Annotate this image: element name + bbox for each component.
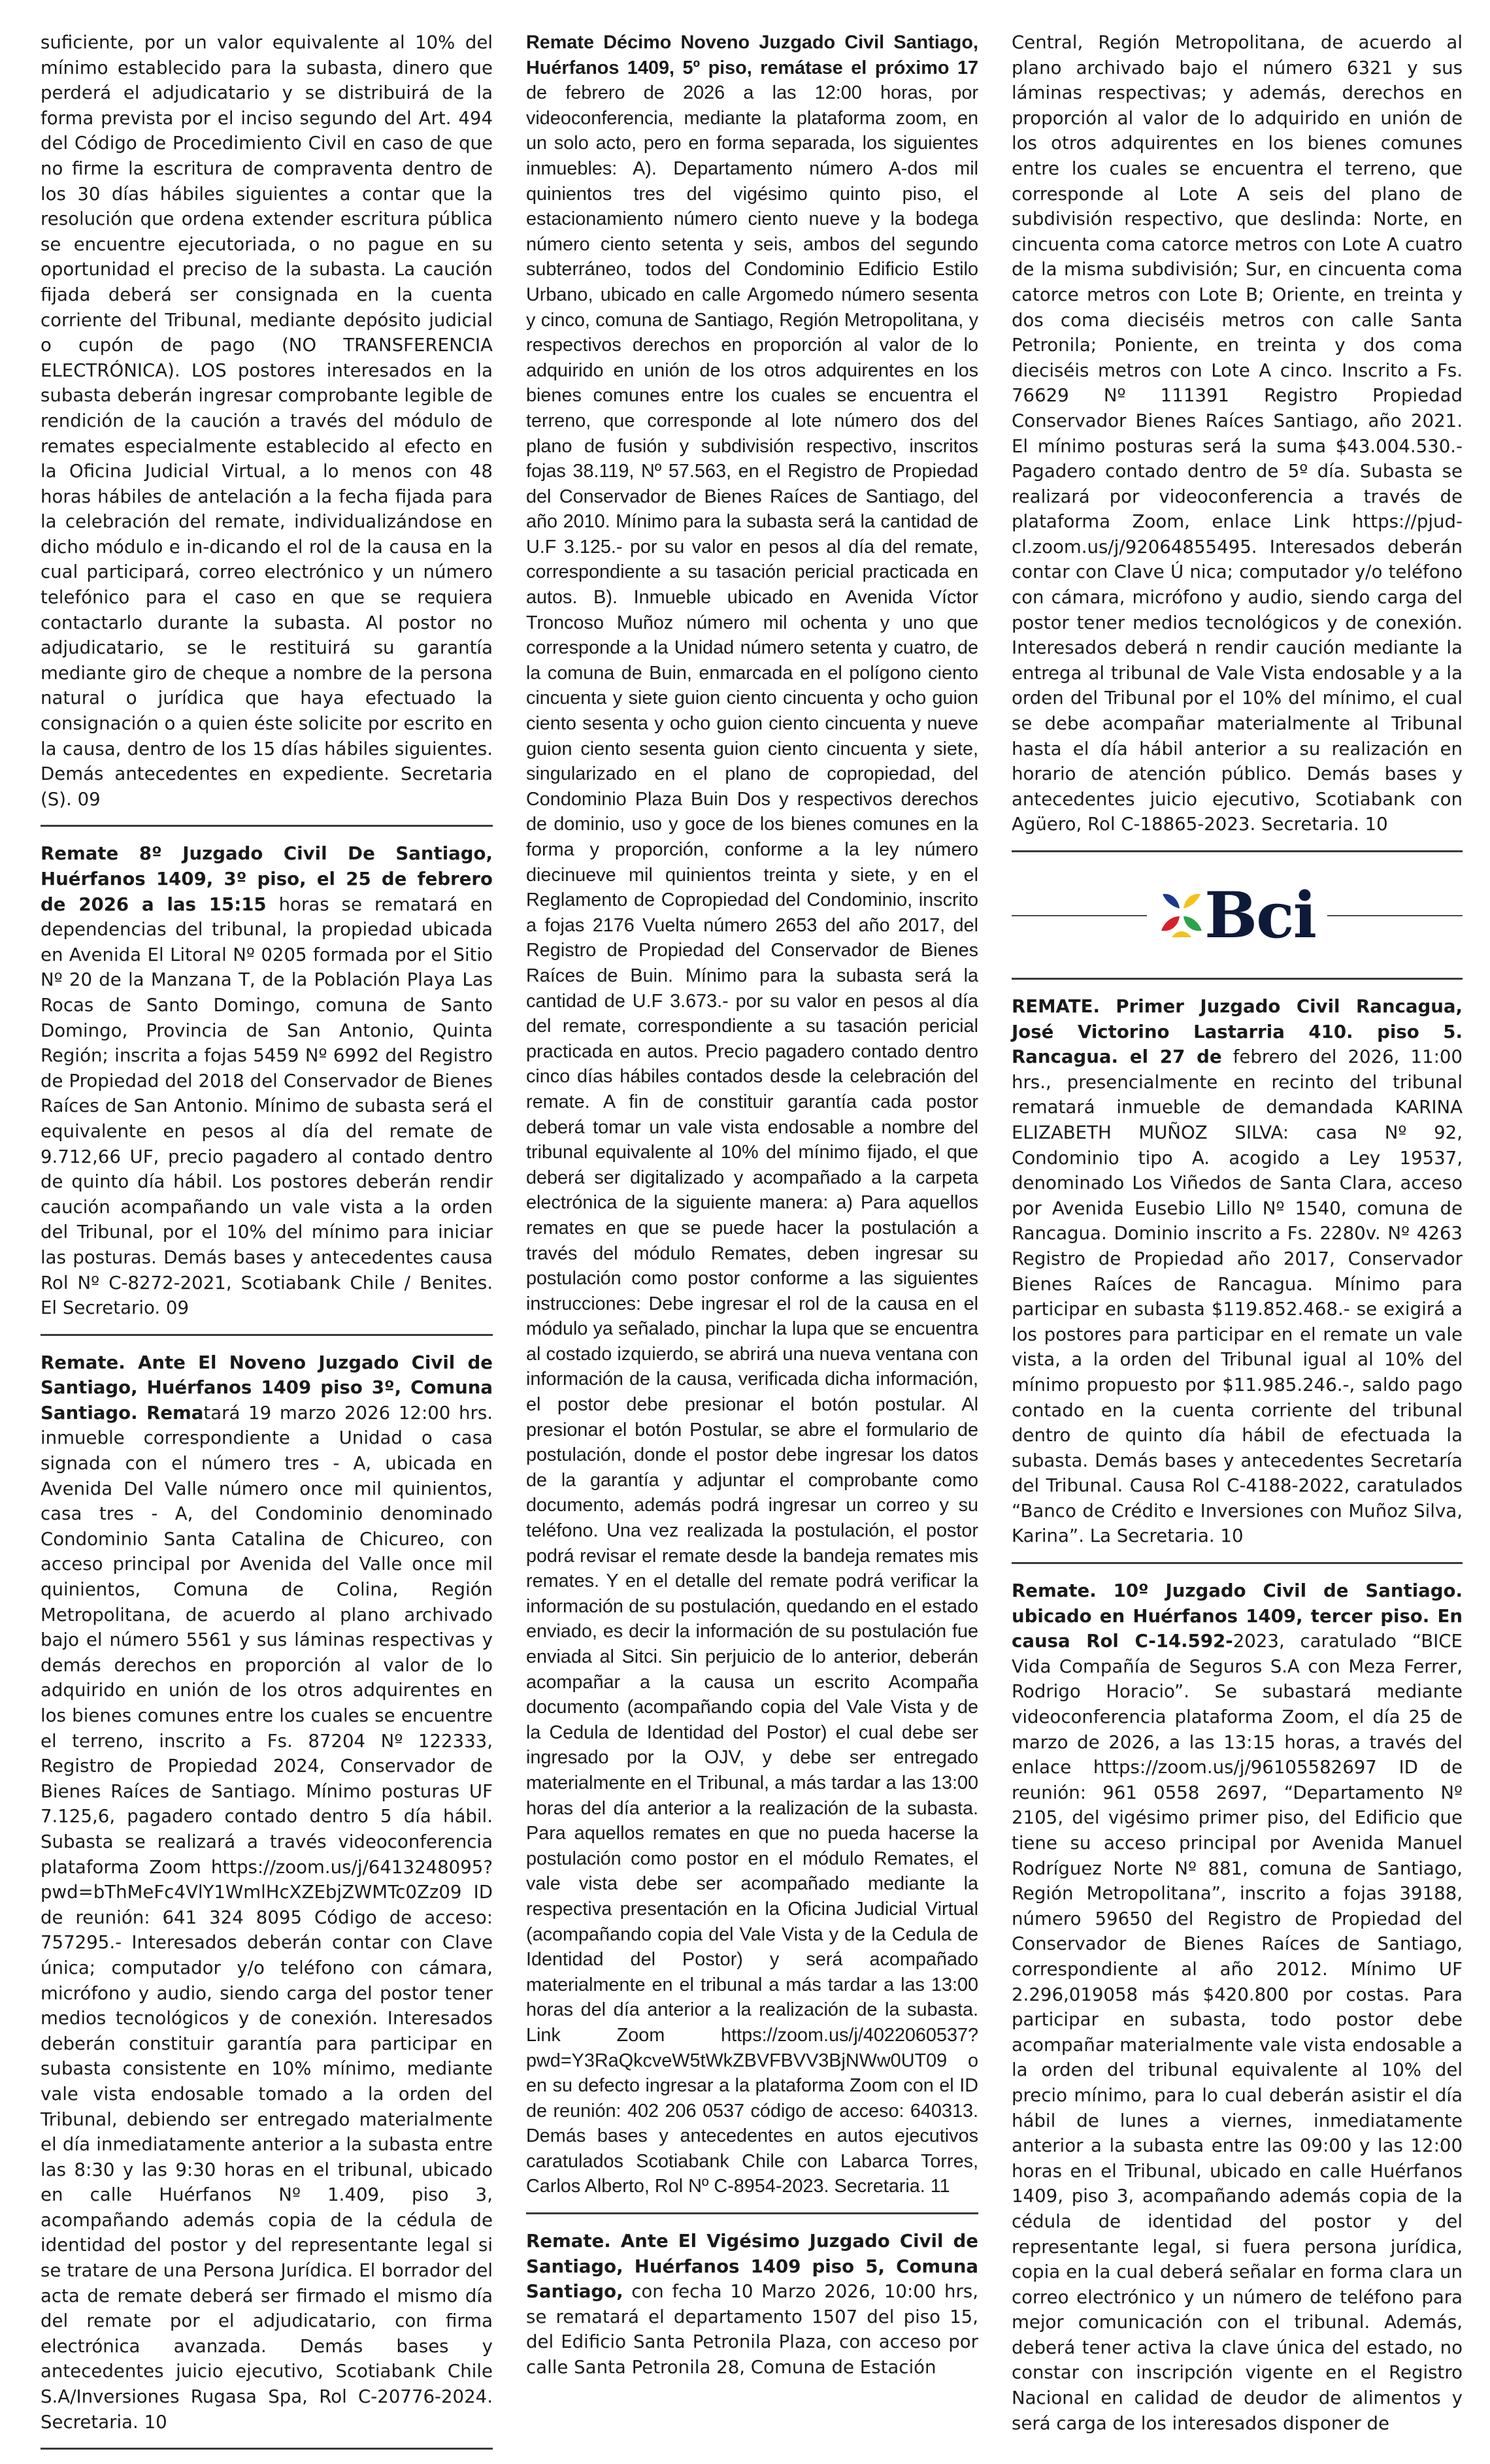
notice-body: de febrero de 2026 a las 12:00 horas, por videoconferencia, mediante la plataforma zoom, en un solo acto, pero en forma separada, los siguientes inmuebles: A). Departamento número A-dos mil quinientos tres del vigésimo quinto piso, el estacionamiento número ciento nueve y la bodega número ciento setenta y seis, ambos del segundo subterráneo, todos del Condominio Edificio Estilo Urbano, ubicado en calle Argomedo número sesenta y cinco, comuna de Santiago, Región Metropolitana, y respectivos derechos en proporción al valor de lo adquirido en unión de los otros adquirentes en los bienes comunes entre los cuales se encuentra el terreno, que corresponde al lote número dos del plano de fusión y subdivisión respectivo, inscritos fojas 38.119, Nº 57.563, en el Registro de Propiedad del Conservador de Bienes Raíces de Santiago, del año 2010. Mínimo para la subasta será la cantidad de U.F 3.125.- por su valor en pesos al día del remate, correspondiente a su tasación pericial practicada en autos. B). Inmueble ubicado en Avenida Víctor Troncoso Muñoz número mil ochenta y uno que corresponde a la Unidad número setenta y cuatro, de la comuna de Buin, enmarcada en el polígono ciento cincuenta y siete guion ciento cincuenta y ocho guion ciento sesenta y ocho guion ciento cincuenta y nueve guion ciento sesenta guion ciento cincuenta y siete, singularizado en el plano de copropiedad, del Condominio Plaza Buin Dos y respectivos derechos de dominio, uso y goce de los bienes comunes en la forma y proporción, conforme a la ley número diecinueve mil quinientos treinta y siete, y en el Reglamento de Copropiedad del Condominio, inscrito a fojas 2176 Vuelta número 2653 del año 2017, del Registro de Propiedad del Conservador de Bienes Raíces de Buin. Mínimo para la subasta será la cantidad de U.F 3.673.- por su valor en pesos al día del remate, correspondiente a su tasación pericial practicada en autos. Precio pagadero contado dentro cinco días hábiles contados desde la celebración del remate. A fin de constituir garantía cada postor deberá tomar un vale vista endosable a nombre del tribunal equivalente al 10% del mínimo fijado, el que deberá ser digitalizado y acompañado a la carpeta electrónica de la siguiente manera: a) Para aquellos remates en que se puede hacer la postulación a través del módulo Remates, deben ingresar su postulación como postor conforme a las siguientes instrucciones: Debe ingresar el rol de la causa en el módulo ya señalado, pinchar la lupa que se encuentra al costado izquierdo, se abrirá una nueva ventana con información de la causa, verificada dicha información, el postor debe presionar el botón postular. Al presionar el botón Postular, se abre el formulario de postulación, donde el postor debe ingresar los datos de la garantía y adjuntar el comprobante como documento, además podrá ingresar un correo y su teléfono. Una vez realizada la postulación, el postor podrá revisar el remate desde la bandeja remates mis remates. Y en el detalle del remate podrá verificar la información de su postulación, quedando en el estado enviado, es decir la información de su postulación fue enviada al Sitci. Sin perjuicio de lo anterior, deberán acompañar a la causa un escrito Acompaña documento (acompañando copia del Vale Vista y de la Cedula de Identidad del Postor) el cual debe ser ingresado por la OJV, y debe ser entregado materialmente en el Tribunal, a más tardar a las 13:00 horas del día anterior a la realización de la subasta. Para aquellos remates en que no pueda hacerse la postulación como postor en el módulo Remates, el vale vista debe ser acompañado mediante la respectiva presentación en la Oficina Judicial Virtual (acompañando copia del Vale Vista y de la Cedula de Identidad del Postor) y será acompañado materialmente en el tribunal a más tardar a las 13:00 horas del día anterior a la realización de la subasta. Link Zoom https://zoom.us/j/4022060537?pwd=Y3RaQkcveW5tWkZBVFBVV3BjNWw0UT09 o en su defecto ingresar a la plataforma Zoom con el ID de reunión: 402 206 0537 código de acceso: 640313. Demás bases y antecedentes en autos ejecutivos caratulados Scotiabank Chile con Labarca Torres, Carlos Alberto, Rol Nº C-8954-2023. Secretaria. 11 [526, 82, 978, 2197]
logo-right-rule [1327, 915, 1463, 916]
separator-rule [1012, 850, 1463, 852]
notice-continuation [41, 30, 493, 812]
bci-advertisement [1012, 867, 1463, 965]
bci-logo-text: Bci [1204, 878, 1316, 952]
bci-mark-icon [1159, 890, 1204, 941]
notice-title: Remate. Ante El Noveno Juzgado Civil de Santiago, Huérfanos 1409 piso 3º, Comuna Santiago. Rema [41, 1351, 493, 1423]
notice-body: suficiente, por un valor equivalente al 10% del mínimo establecido para la subasta, dinero que perderá el adjudicatario y se distribuirá de la forma prevista por el inciso segundo del Art. 494 del Código de Procedimiento Civil en caso de que no firme la escritura de compraventa dentro de los 30 días hábiles siguientes a contar que la resolución que ordena extender escritura pública se encuentre ejecutoriada, o no pague en su oportunidad el preciso de la subasta. La caución fijada deberá ser consignada en la cuenta corriente del Tribunal, mediante depósito judicial o cupón de pago (NO TRANSFERENCIA ELECTRÓNICA). LOS postores interesados en la subasta deberán ingresar comprobante legible de rendición de la caución a través del módulo de remates especialmente establecido al efecto en la Oficina Judicial Virtual, a lo menos con 48 horas hábiles de antelación a la fecha fijada para la celebración del remate, individualizándose en dicho módulo e in-dicando el rol de la causa en la cual participará, correo electrónico y un número telefónico para el caso en que se requiera contactarlo durante la subasta. Al postor no adjudicatario, se le restituirá su garantía mediante giro de cheque a nombre de la persona natural o jurídica que haya efectuado la consignación o a quien éste solicite por escrito en la causa, dentro de los 15 días hábiles siguientes. Demás antecedentes en expediente. Secretaria (S). 09 [41, 31, 493, 810]
notice-body: Central, Región Metropolitana, de acuerdo al plano archivado bajo el número 6321 y sus láminas respectivas; y además, derechos en proporción al valor de lo adquirido en unión de los otros adquirentes en los bienes comunes entre los cuales se encuentra el terreno, que corresponde al Lote A seis del plano de subdivisión respectivo, que deslinda: Norte, en cincuenta coma catorce metros con Lote A cuatro de la misma subdivisión; Sur, en cincuenta coma catorce metros con Lote B; Oriente, en treinta y dos coma dieciséis metros con calle Santa Petronila; Poniente, en treinta y dos coma dieciséis metros con Lote A cinco. Inscrito a Fs. 76629 Nº 111391 Registro Propiedad Conservador Bienes Raíces Santiago, año 2021. El mínimo posturas será la suma $43.004.530.- Pagadero contado dentro de 5º día. Subasta se realizará por videoconferencia a través de plataforma Zoom, enlace Link https://pjud-cl.zoom.us/j/92064855495. Interesados deberán contar con Clave Ú nica; computador y/o teléfono con cámara, micrófono y audio, siendo carga del postor tener medios tecnológicos y de conexión. Interesados deberá n rendir caución mediante la entrega al tribunal de Vale Vista endosable y a la orden del Tribunal por el 10% del mínimo, el cual se debe acompañar materialmente al Tribunal hasta el día hábil anterior a su realización en horario de atención público. Demás bases y antecedentes juicio ejecutivo, Scotiabank con Agüero, Rol C-18865-2023. Secretaria. 10 [1012, 31, 1463, 835]
column-1 [41, 30, 493, 2464]
separator-rule [1012, 978, 1463, 980]
notice-body: horas se rematará en dependencias del tribunal, la propiedad ubicada en Avenida El Litoral Nº 0205 formada por el Sitio Nº 20 de la Manzana T, de la Población Playa Las Rocas de Santo Domingo, comuna de Santo Domingo, Provincia de San Antonio, Quinta Región; inscrita a fojas 5459 Nº 6992 del Registro de Propiedad del 2018 del Conservador de Bienes Raíces de San Antonio. Mínimo de subasta será el equivalente en pesos al día del remate de 9.712,66 UF, precio pagadero al contado dentro de quinto día hábil. Los postores deberán rendir caución acompañando un vale vista a la orden del Tribunal, por el 10% del mínimo para iniciar las posturas. Demás bases y antecedentes causa Rol Nº C-8272-2021, Scotiabank Chile / Benites. El Secretario. 09 [41, 893, 493, 1319]
notice-title: Remate 8º Juzgado Civil De Santiago, Huérfanos 1409, 3º piso, el 25 de febrero de 2026 a las 15:15 [41, 842, 493, 915]
column-2 [526, 30, 978, 2380]
notice-title: Remate Décimo Noveno Juzgado Civil Santiago, Huérfanos 1409, 5º piso, remátase el próximo 17 [526, 32, 978, 78]
notice-remate-8-juzgado [41, 841, 493, 1320]
separator-rule [41, 825, 493, 827]
notice-body: febrero del 2026, 11:00 hrs., presencialmente en recinto del tribunal rematará inmueble de demandada KARINA ELIZABETH MUÑOZ SILVA: casa Nº 92, Condominio tipo A. acogido a Ley 19537, denominado Los Viñedos de Santa Clara, acceso por Avenida Eusebio Lillo Nº 1540, comuna de Rancagua. Dominio inscrito a Fs. 2280v. Nº 4263 Registro de Propiedad año 2017, Conservador Bienes Raíces de Rancagua. Mínimo para participar en subasta $119.852.468.- se exigirá a los postores para participar en el remate un vale vista, a la orden del Tribunal igual al 10% del mínimo propuesto por $11.985.246.-, saldo pago contado en la cuenta corriente del tribunal dentro de quinto día hábil de efectuada la subasta. Demás bases y antecedentes Secretaría del Tribunal. Causa Rol C-4188-2022, caratulados “Banco de Crédito e Inversiones con Muñoz Silva, Karina”. La Secretaria. 10 [1012, 1046, 1463, 1547]
column-3 [1012, 30, 1463, 2436]
notice-continuation [1012, 30, 1463, 837]
notice-body: tará 19 marzo 2026 12:00 hrs. inmueble correspondiente a Unidad o casa signada con el número tres - A, ubicada en Avenida Del Valle número once mil quinientos, casa tres - A, del Condominio denominado Condominio Santa Catalina de Chicureo, con acceso principal por Avenida del Valle once mil quinientos, Comuna de Colina, Región Metropolitana, de acuerdo al plano archivado bajo el número 5561 y sus láminas respectivas y demás derechos en proporción al valor de lo adquirido en unión de los otros adquirentes en los bienes comunes entre los cuales se encuentre el terreno, inscrito a Fs. 87204 Nº 122333, Registro de Propiedad 2024, Conservador de Bienes Raíces de Santiago. Mínimo posturas UF 7.125,6, pagadero contado dentro 5 día hábil. Subasta se realizará a través videoconferencia plataforma Zoom https://zoom.us/j/6413248095?pwd=bThMeFc4VlY1WmlHcXZEbjZWMTc0Zz09 ID de reunión: 641 324 8095 Código de acceso: 757295.- Interesados deberán contar con Clave única; computador y/o teléfono con cámara, micrófono y audio, siendo carga del postor tener medios tecnológicos y de conexión. Interesados deberán constituir garantía para participar en subasta consistente en 10% mínimo, mediante vale vista endosable tomado a la orden del Tribunal, debiendo ser entregado materialmente el día inmediatamente anterior a la subasta entre las 8:30 y las 9:30 horas en el tribunal, ubicado en calle Huérfanos Nº 1.409, piso 3, acompañando además copia de la cédula de identidad del postor y del representante legal si se tratare de una Persona Jurídica. El borrador del acta de remate deberá ser firmado el mismo día del remate por el adjudicatario, con firma electrónica avanzada. Demás bases y antecedentes juicio ejecutivo, Scotiabank Chile S.A/Inversiones Rugasa Spa, Rol C-20776-2024. Secretaria. 10 [41, 1401, 493, 2433]
notice-remate-decimo-noveno-juzgado [526, 30, 978, 2199]
separator-rule [41, 2448, 493, 2450]
separator-rule [1012, 1562, 1463, 1564]
bci-logo [1159, 878, 1316, 952]
separator-rule [41, 1334, 493, 1336]
notice-remate-rancagua [1012, 994, 1463, 1549]
notice-remate-10-juzgado [1012, 1578, 1463, 2436]
logo-left-rule [1012, 915, 1147, 916]
notice-body: con fecha 10 Marzo 2026, 10:00 hrs, se rematará el departamento 1507 del piso 15, del Edificio Santa Petronila Plaza, con acceso por calle Santa Petronila 28, Comuna de Estación [526, 2280, 978, 2378]
notice-title: REMATE. Primer Juzgado Civil Rancagua, José Victorino Lastarria 410. piso 5. Rancagua. el 27 de [1012, 995, 1463, 1068]
notice-title: Remate. Ante El Vigésimo Juzgado Civil de Santiago, Huérfanos 1409 piso 5, Comuna Santiago, [526, 2230, 978, 2303]
notice-title: Remate. 10º Juzgado Civil de Santiago. ubicado en Huérfanos 1409, tercer piso. En causa Rol C-14.592- [1012, 1580, 1463, 1652]
notice-body: 2023, caratulado “BICE Vida Compañía de Seguros S.A con Meza Ferrer, Rodrigo Horacio”. Se subastará mediante videoconferencia plataforma Zoom, el día 25 de marzo de 2026, a las 13:15 horas, a través del enlace https://zoom.us/j/96105582697 ID de reunión: 961 0558 2697, “Departamento Nº 2105, del vigésimo primer piso, del Edificio que tiene su acceso principal por Avenida Manuel Rodríguez Norte Nº 881, comuna de Santiago, Región Metropolitana”, inscrito a fojas 39188, número 59650 del Registro de Propiedad del Conservador de Bienes Raíces de Santiago, correspondiente al año 2012. Mínimo UF 2.296,019058 más $420.800 por costas. Para participar en subasta, todo postor debe acompañar materialmente vale vista endosable a la orden del tribunal equivalente al 10% del precio mínimo, para lo cual deberán asistir el día hábil de lunes a viernes, inmediatamente anterior a la subasta entre las 09:00 y las 12:00 horas en el Tribunal, ubicado en calle Huérfanos 1409, piso 3, acompañando además copia de la cédula de identidad del postor y del representante legal, si fuera persona jurídica, copia en la cual deberá señalar en forma clara un correo electrónico y un número de teléfono para mejor comunicación con el tribunal. Además, deberá tener activa la clave única del estado, no constar con inscripción vigente en el Registro Nacional en calidad de deudor de alimentos y será carga de los interesados disponer de [1012, 1630, 1463, 2434]
notice-remate-vigesimo-juzgado [526, 2229, 978, 2380]
notice-remate-noveno-juzgado [41, 1350, 493, 2435]
separator-rule [526, 2212, 978, 2214]
